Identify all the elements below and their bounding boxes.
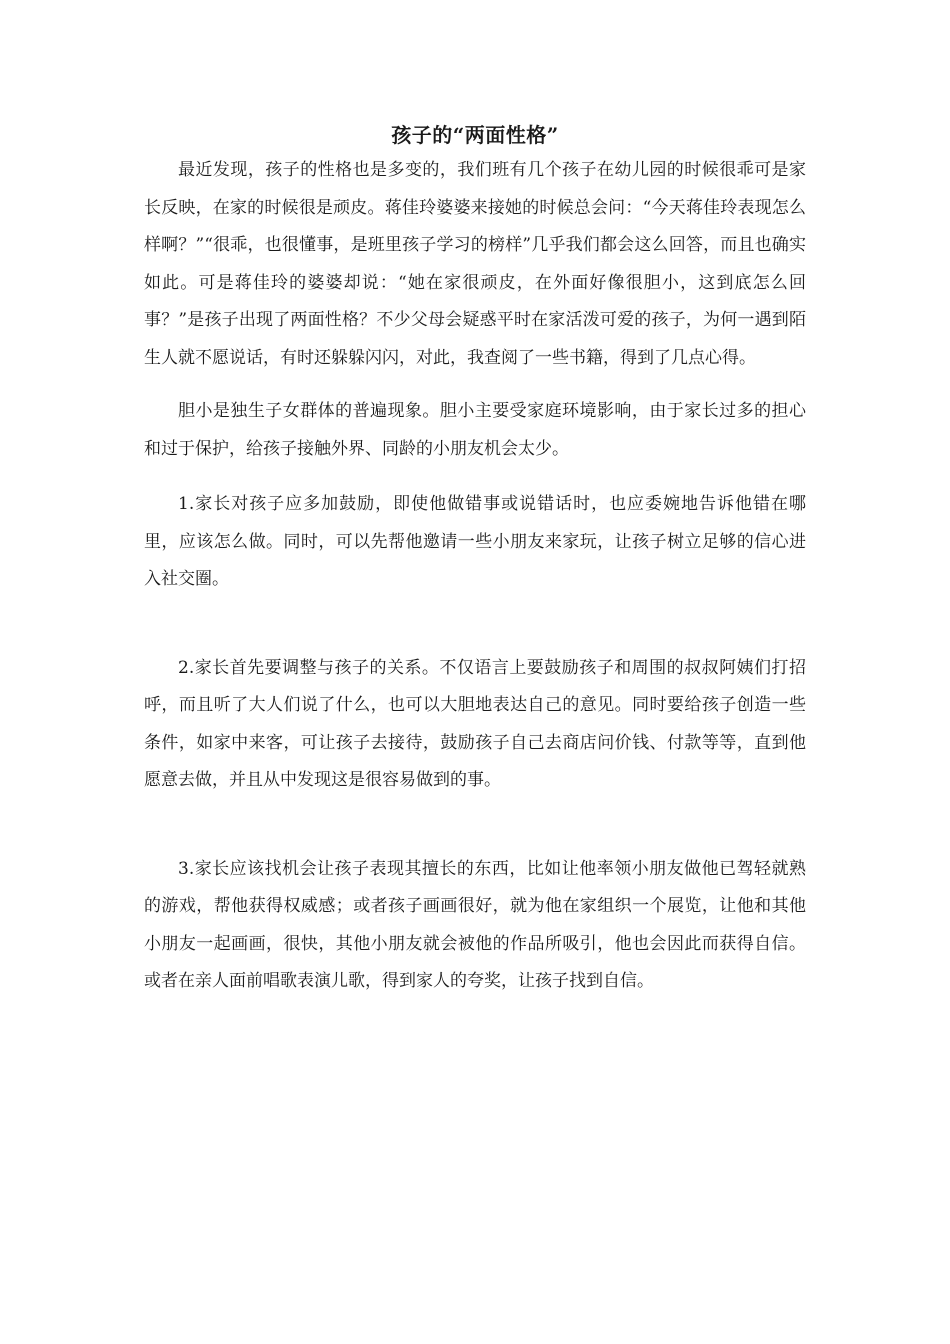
paragraph-tip-2: 2.家长首先要调整与孩子的关系。不仅语言上要鼓励孩子和周围的叔叔阿姨们打招呼，而且听了大人们说了什么，也可以大胆地表达自己的意见。同时要给孩子创造一些条件，如家中来客，可让孩子去接待，鼓励孩子自己去商店问价钱、付款等等，直到他愿意去做，并且从中发现这是很容易做到的事。: [144, 657, 806, 790]
paragraph-intro: 最近发现，孩子的性格也是多变的，我们班有几个孩子在幼儿园的时候很乖可是家长反映，在家的时候很是顽皮。蒋佳玲婆婆来接她的时候总会问：“今天蒋佳玲表现怎么样啊？”“很乖，也很懂事，是班里孩子学习的榜样”几乎我们都会这么回答，而且也确实如此。可是蒋佳玲的婆婆却说：“她在家很顽皮，在外面好像很胆小，这到底怎么回事？”是孩子出现了两面性格？不少父母会疑惑平时在家活泼可爱的孩子，为何一遇到陌生人就不愿说话，有时还躲躲闪闪，对此，我查阅了一些书籍，得到了几点心得。: [144, 160, 806, 368]
document-title: 孩子的“两面性格”: [391, 123, 559, 147]
paragraph-shyness: 胆小是独生子女群体的普遍现象。胆小主要受家庭环境影响，由于家长过多的担心和过于保护，给孩子接触外界、同龄的小朋友机会太少。: [144, 401, 806, 459]
document-page: [144, 118, 806, 1001]
paragraph-tip-3: 3.家长应该找机会让孩子表现其擅长的东西，比如让他率领小朋友做他已驾轻就熟的游戏，帮他获得权威感；或者孩子画画很好，就为他在家组织一个展览，让他和其他小朋友一起画画，很快，其他小朋友就会被他的作品所吸引，他也会因此而获得自信。或者在亲人面前唱歌表演儿歌，得到家人的夸奖，让孩子找到自信。: [144, 858, 806, 991]
paragraph-tip-1: 1.家长对孩子应多加鼓励，即使他做错事或说错话时，也应委婉地告诉他错在哪里，应该怎么做。同时，可以先帮他邀请一些小朋友来家玩，让孩子树立足够的信心进入社交圈。: [144, 494, 806, 589]
